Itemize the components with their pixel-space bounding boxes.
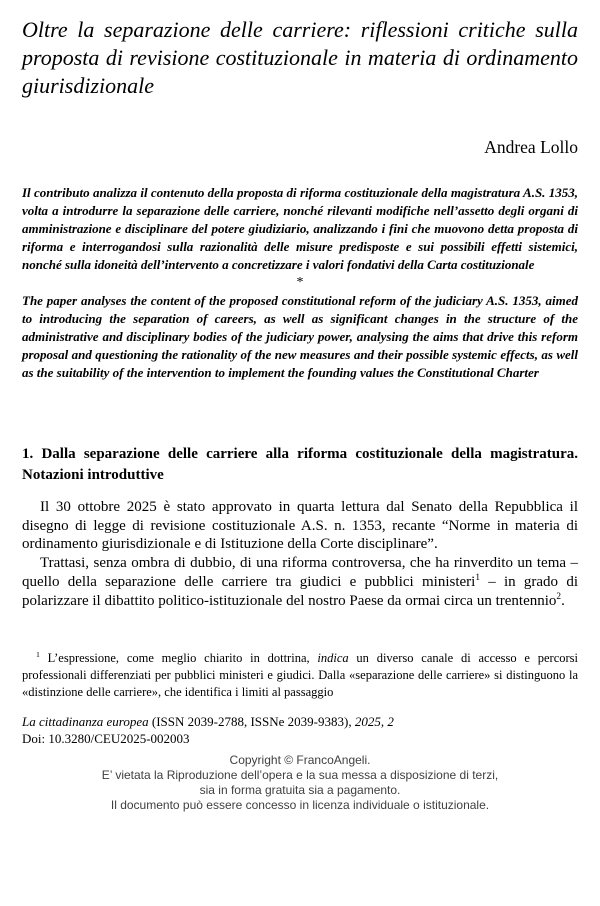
copyright-line: Copyright © FrancoAngeli.: [229, 753, 371, 768]
abstract-italian: Il contributo analizza il contenuto della proposta di riforma costituzionale della magistratura A.S. 1353, volta a introdurre la separazione delle carriere, nonché rilevanti modifiche nell’assetto degli organi di amministrazione e disciplinare del potere giudiziario, analizzando i fini che muovono detta proposta di riforma e interrogandosi sulla razionalità delle misure predisposte e sui possibili effetti sistemici, nonché sulla idoneità dell’intervento a concretizzare i valori fondativi della Carta costituzionale: [22, 185, 578, 272]
copyright-line: Il documento può essere concesso in licenza individuale o istituzionale.: [110, 798, 490, 813]
copyright-notice: [22, 753, 578, 813]
document-page: [0, 16, 600, 906]
journal-issn: (ISSN 2039-2788, ISSNe 2039-9383),: [148, 714, 355, 730]
abstract-english: The paper analyses the content of the proposed constitutional reform of the judiciary A.S. 1353, aimed to introducing the separation of careers, as well as significant changes in the structure of the administrative and disciplinary bodies of the judiciary power, analysing the aims that drive this reform proposal and questioning the rationality of the new measures and their possible systemic effects, as well as the suitability of the intervention to implement the founding values the Constitutional Charter: [22, 293, 578, 380]
footnote-marker: 1: [36, 650, 40, 660]
journal-name: La cittadinanza europea: [22, 714, 149, 730]
journal-issue: 2025, 2: [354, 714, 394, 730]
body-paragraph-1: Il 30 ottobre 2025 è stato approvato in quarta lettura dal Senato della Repubblica il disegno di legge di revisione costituzionale A.S. n. 1353, recante “Norme in materia di ordinamento giurisdizionale e di Istituzione della Corte disciplinare”.: [22, 499, 578, 553]
footnote-reference-2: 2: [556, 591, 562, 602]
copyright-line: sia in forma gratuita sia a pagamento.: [199, 783, 401, 798]
footnote-reference-1: 1: [475, 572, 480, 583]
footnote-1: [22, 650, 578, 701]
paragraph-text: – in grado di polarizzare il dibattito politico-istituzionale del nostro Paese da ormai circa un trentennio: [22, 573, 578, 609]
section-heading: 1. Dalla separazione delle carriere alla riforma costituzionale della magistratura. Notazioni introduttive: [22, 446, 578, 483]
paragraph-text: .: [561, 592, 565, 609]
author-name: Andrea Lollo: [484, 137, 578, 157]
footnote-text: L’espressione, come meglio chiarito in dottrina,: [39, 651, 318, 666]
journal-info: [22, 713, 578, 730]
footnote-text: un diverso canale di accesso e percorsi professionali differenziati per pubblici ministeri e giudici. Dalla «separazione delle carriere» si distinguono la «distinzione delle carriere», che identifica i limiti al passaggio: [22, 651, 579, 700]
doi-line: Doi: 10.3280/CEU2025-002003: [22, 731, 190, 747]
abstract-divider-star: *: [296, 275, 304, 290]
paragraph-text: Trattasi, senza ombra di dubbio, di una riforma controversa, che ha rinverdito un tema – quello della separazione delle carriere tra giudici e pubblici ministeri: [22, 555, 578, 590]
body-paragraph-2: [22, 554, 578, 610]
copyright-line: E’ vietata la Riproduzione dell’opera e la sua messa a disposizione di terzi,: [101, 768, 499, 783]
footnote-italic-word: indica: [317, 651, 349, 666]
article-title: Oltre la separazione delle carriere: riflessioni critiche sulla proposta di revisione costituzionale in materia di ordinamento giurisdizionale: [22, 17, 578, 98]
